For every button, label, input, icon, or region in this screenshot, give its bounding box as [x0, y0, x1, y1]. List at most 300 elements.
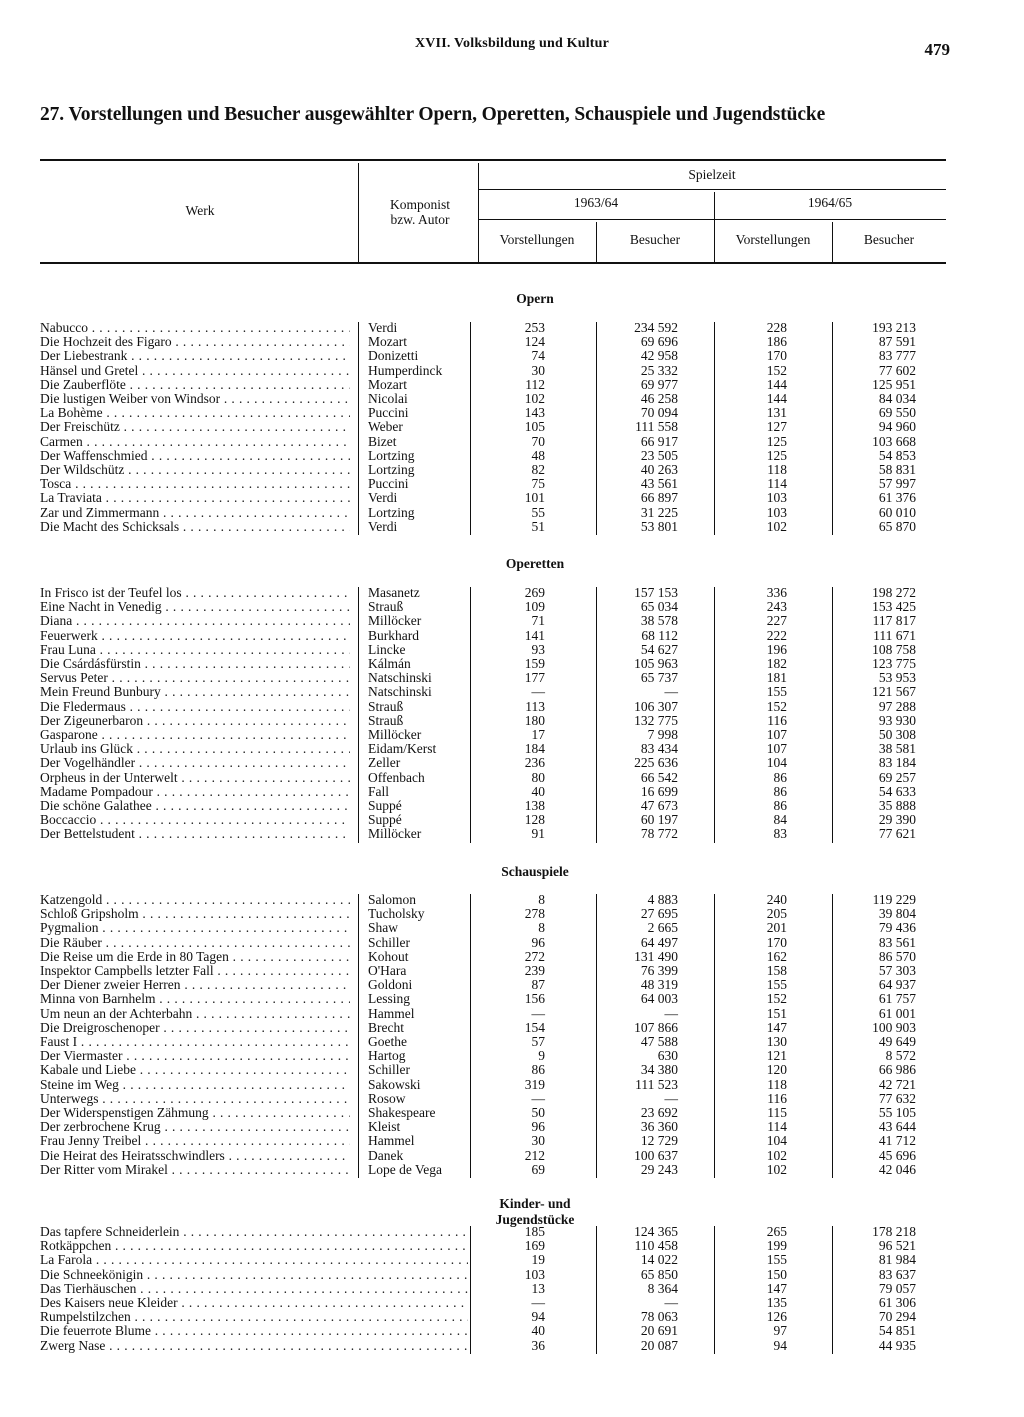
cell-werk: Carmen . . . [40, 435, 350, 449]
header-autor: bzw. Autor [390, 212, 450, 227]
cell-b2: 108 758 [872, 641, 916, 657]
cell-b1: 2 665 [647, 920, 678, 936]
cell-b1: 25 332 [640, 362, 678, 378]
table-row [0, 714, 1024, 728]
cell-komp: Mozart [368, 376, 407, 392]
header-komponist: Komponist [389, 197, 450, 212]
cell-v1: 74 [531, 348, 545, 364]
cell-werk: Faust I . . . [40, 1035, 350, 1049]
table-row [0, 742, 1024, 756]
cell-werk: La Bohème . . . [40, 406, 350, 420]
cell-b1: 20 691 [640, 1323, 678, 1339]
cell-komp: Hammel [368, 1133, 415, 1149]
cell-b1: 36 360 [640, 1119, 678, 1135]
cell-v2: 97 [773, 1323, 787, 1339]
cell-werk: Die Zauberflöte . . . [40, 378, 350, 392]
cell-komp: Strauß [368, 599, 404, 615]
cell-v2: 102 [766, 1147, 787, 1163]
table-row [0, 1007, 1024, 1021]
cell-komp: Millöcker [368, 826, 422, 842]
cell-b2: 64 937 [878, 977, 916, 993]
cell-v2: 205 [766, 906, 787, 922]
cell-v1: 180 [524, 712, 545, 728]
table-row [0, 629, 1024, 643]
cell-b2: 94 960 [878, 419, 916, 435]
cell-v2: 199 [766, 1238, 787, 1254]
cell-b2: 103 668 [872, 433, 916, 449]
section-title: Schauspiele [501, 864, 569, 879]
cell-v1: 212 [524, 1147, 545, 1163]
cell-komp: Millöcker [368, 613, 422, 629]
table-row [0, 936, 1024, 950]
section-title: Operetten [505, 556, 565, 571]
cell-werk: Steine im Weg . . . [40, 1078, 350, 1092]
header-spielzeit: Spielzeit [688, 167, 736, 182]
cell-v2: 116 [767, 712, 787, 728]
table-row [0, 813, 1024, 827]
cell-v2: 186 [766, 334, 787, 350]
cell-v1: 278 [524, 906, 545, 922]
table-row [0, 643, 1024, 657]
cell-komp: Kohout [368, 948, 409, 964]
cell-b2: 61 376 [878, 490, 916, 506]
cell-b2: 54 853 [878, 447, 916, 463]
cell-werk: Der Diener zweier Herren . . . [40, 978, 350, 992]
header-season-1964: 1964/65 [807, 195, 853, 210]
table-row [0, 1078, 1024, 1092]
cell-b2: 54 851 [878, 1323, 916, 1339]
cell-v2: 125 [766, 433, 787, 449]
cell-b1: 131 490 [634, 948, 678, 964]
table-row [0, 1063, 1024, 1077]
cell-b2: 77 632 [878, 1090, 916, 1106]
table-row [0, 1296, 1024, 1310]
cell-werk: Die Schneekönigin . . . [40, 1268, 468, 1282]
cell-v1: 48 [531, 447, 545, 463]
cell-b2: 53 953 [878, 670, 916, 686]
cell-v1: 109 [524, 599, 545, 615]
cell-werk: Die Reise um die Erde in 80 Tagen . . . [40, 950, 350, 964]
cell-werk: Schloß Gripsholm . . . [40, 907, 350, 921]
cell-komp: Sakowski [368, 1076, 421, 1092]
cell-b2: 50 308 [878, 727, 916, 742]
cell-b1: — [664, 1295, 678, 1310]
cell-werk: Die Hochzeit des Figaro . . . [40, 335, 350, 349]
cell-werk: Unterwegs . . . [40, 1092, 350, 1106]
cell-v2: 144 [766, 391, 787, 406]
cell-b2: 93 930 [878, 712, 916, 728]
cell-b1: 54 627 [640, 641, 678, 657]
cell-v2: 103 [766, 504, 787, 520]
table-row [0, 520, 1024, 534]
cell-b2: 69 257 [878, 769, 916, 785]
cell-b1: 53 801 [640, 518, 678, 534]
cell-werk: Inspektor Campbells letzter Fall . . . [40, 964, 350, 978]
cell-b1: 42 958 [640, 348, 678, 364]
table-row [0, 420, 1024, 434]
cell-komp: Lincke [368, 641, 406, 657]
cell-b2: 83 561 [878, 934, 916, 950]
cell-v1: 185 [524, 1224, 545, 1239]
table-row [0, 907, 1024, 921]
cell-komp: Schiller [368, 1062, 410, 1078]
cell-v2: 155 [766, 1252, 787, 1268]
cell-b2: 60 010 [878, 504, 916, 520]
cell-v2: 94 [773, 1337, 787, 1353]
cell-v2: 144 [766, 376, 787, 392]
cell-werk: Der Liebestrank . . . [40, 349, 350, 363]
cell-v2: 155 [766, 977, 787, 993]
cell-b2: 100 903 [872, 1019, 916, 1035]
cell-v2: 196 [766, 641, 787, 657]
table-row [0, 1149, 1024, 1163]
cell-b2: 70 294 [878, 1309, 916, 1325]
cell-b2: 61 001 [878, 1005, 916, 1021]
table-row [0, 1021, 1024, 1035]
cell-v2: 170 [766, 934, 787, 950]
cell-werk: Pygmalion . . . [40, 921, 350, 935]
table-row [0, 1049, 1024, 1063]
cell-komp: Kleist [368, 1119, 401, 1135]
cell-b1: 4 883 [647, 892, 678, 907]
cell-werk: Feuerwerk . . . [40, 629, 350, 643]
table-row [0, 1120, 1024, 1134]
cell-b1: 23 692 [640, 1105, 678, 1120]
table-row [0, 1253, 1024, 1267]
cell-b1: 66 917 [640, 433, 678, 449]
cell-werk: Der Bettelstudent . . . [40, 827, 350, 841]
cell-b1: 107 866 [634, 1019, 678, 1035]
cell-v2: 155 [766, 684, 787, 700]
cell-v1: 70 [531, 433, 545, 449]
cell-b1: 69 696 [640, 334, 678, 350]
cell-v1: 87 [531, 977, 545, 993]
cell-komp: Suppé [368, 798, 402, 813]
table-row [0, 321, 1024, 335]
cell-komp: Verdi [368, 320, 398, 335]
cell-komp: Natschinski [368, 684, 432, 700]
cell-v1: 19 [531, 1252, 545, 1268]
table-row [0, 950, 1024, 964]
cell-v1: 105 [524, 419, 545, 435]
cell-v1: 156 [524, 991, 545, 1007]
cell-komp: Eidam/Kerst [368, 741, 437, 757]
cell-v2: 118 [767, 462, 787, 477]
cell-b1: 111 558 [635, 419, 678, 435]
cell-komp: Puccini [368, 405, 409, 421]
cell-v2: 86 [773, 798, 787, 813]
cell-v2: 115 [767, 1105, 787, 1120]
cell-b2: 83 184 [878, 755, 916, 771]
cell-werk: Tosca . . . [40, 477, 350, 491]
table-row [0, 728, 1024, 742]
cell-b2: 29 390 [878, 812, 916, 828]
cell-v1: 50 [531, 1105, 545, 1120]
cell-komp: Goethe [368, 1034, 407, 1049]
cell-b1: 64 003 [640, 991, 678, 1007]
cell-b1: 43 561 [640, 476, 678, 492]
cell-b2: 86 570 [878, 948, 916, 964]
cell-v1: 102 [524, 391, 545, 406]
cell-b1: 66 542 [640, 769, 678, 785]
cell-b2: 198 272 [872, 585, 916, 600]
header-besucher-1: Besucher [629, 232, 681, 247]
table-row [0, 992, 1024, 1006]
cell-komp: Lortzing [368, 447, 415, 463]
table-row [0, 392, 1024, 406]
cell-b2: 79 436 [878, 920, 916, 936]
cell-v1: 40 [531, 783, 545, 799]
cell-komp: Goldoni [368, 977, 413, 993]
running-head: XVII. Volksbildung und Kultur [414, 36, 610, 51]
table-row [0, 406, 1024, 420]
cell-werk: Rumpelstilzchen . . . [40, 1310, 468, 1324]
table-row [0, 964, 1024, 978]
cell-v1: 239 [524, 963, 545, 978]
cell-werk: Kabale und Liebe . . . [40, 1063, 350, 1077]
cell-b1: 29 243 [640, 1161, 678, 1177]
cell-b1: 65 737 [640, 670, 678, 686]
cell-b2: 65 870 [878, 518, 916, 534]
cell-v1: 13 [531, 1280, 545, 1296]
cell-b1: 69 977 [640, 376, 678, 392]
cell-v2: 170 [766, 348, 787, 364]
cell-v1: 154 [524, 1019, 545, 1035]
cell-v2: 182 [766, 656, 787, 671]
cell-werk: Boccaccio . . . [40, 813, 350, 827]
cell-werk: Um neun an der Achterbahn . . . [40, 1007, 350, 1021]
cell-komp: Shakespeare [368, 1105, 436, 1120]
cell-v1: 101 [524, 490, 545, 506]
cell-komp: Schiller [368, 934, 410, 950]
cell-b2: 119 229 [872, 892, 916, 907]
cell-b2: 45 696 [878, 1147, 916, 1163]
cell-komp: Strauß [368, 698, 404, 714]
cell-v2: 222 [766, 627, 787, 643]
cell-b1: 132 775 [634, 712, 678, 728]
header-season-1963: 1963/64 [573, 195, 619, 210]
cell-v1: 272 [524, 948, 545, 964]
cell-b2: 69 550 [878, 405, 916, 421]
table-row [0, 1163, 1024, 1177]
cell-b2: 42 721 [878, 1076, 916, 1092]
table-row [0, 435, 1024, 449]
cell-werk: Die feuerrote Blume . . . [40, 1324, 468, 1338]
table-row [0, 349, 1024, 363]
table-row [0, 364, 1024, 378]
cell-b2: 43 644 [878, 1119, 916, 1135]
cell-komp: Masanetz [368, 585, 420, 600]
table-row [0, 491, 1024, 505]
cell-b2: 55 105 [878, 1105, 916, 1120]
table-row [0, 827, 1024, 841]
cell-b2: 77 621 [878, 826, 916, 842]
cell-v2: 152 [766, 362, 787, 378]
table-row [0, 463, 1024, 477]
cell-komp: Mozart [368, 334, 407, 350]
cell-werk: Die Fledermaus . . . [40, 700, 350, 714]
cell-werk: Das tapfere Schneiderlein . . . [40, 1225, 468, 1239]
cell-v2: 84 [773, 812, 787, 828]
cell-v2: 120 [766, 1062, 787, 1078]
cell-komp: Lope de Vega [368, 1161, 442, 1177]
table-row [0, 449, 1024, 463]
cell-v2: 150 [766, 1266, 787, 1282]
cell-werk: Die lustigen Weiber von Windsor . . . [40, 392, 350, 406]
cell-b1: 8 364 [647, 1280, 678, 1296]
cell-werk: Mein Freund Bunbury . . . [40, 685, 350, 699]
cell-b2: 83 637 [878, 1266, 916, 1282]
cell-v1: 75 [531, 476, 545, 492]
cell-komp: Humperdinck [368, 362, 443, 378]
cell-werk: Orpheus in der Unterwelt . . . [40, 771, 350, 785]
cell-v2: 181 [766, 670, 787, 686]
cell-v2: 336 [766, 585, 787, 600]
cell-v1: 94 [531, 1309, 545, 1325]
cell-werk: In Frisco ist der Teufel los . . . [40, 586, 350, 600]
cell-v1: 86 [531, 1062, 545, 1078]
cell-werk: Nabucco . . . [40, 321, 350, 335]
cell-v1: 184 [524, 741, 545, 757]
cell-komp: Nicolai [368, 391, 408, 406]
table-row [0, 477, 1024, 491]
cell-werk: Servus Peter . . . [40, 671, 350, 685]
cell-v1: 71 [531, 613, 545, 629]
cell-komp: Tucholsky [368, 906, 425, 922]
page-number: 479 [924, 40, 950, 59]
cell-v1: 9 [538, 1048, 545, 1064]
cell-komp: Kálmán [368, 656, 411, 671]
cell-v2: 127 [766, 419, 787, 435]
cell-b1: — [664, 684, 678, 700]
cell-b1: 225 636 [634, 755, 678, 771]
cell-komp: Brecht [368, 1019, 404, 1035]
cell-b2: 42 046 [878, 1161, 916, 1177]
cell-b1: 14 022 [640, 1252, 678, 1268]
cell-werk: Madame Pompadour . . . [40, 785, 350, 799]
cell-v1: 103 [524, 1266, 545, 1282]
cell-werk: Diana . . . [40, 614, 350, 628]
cell-b1: 105 963 [634, 656, 678, 671]
header-bottom-rule [40, 262, 946, 264]
cell-v1: 113 [525, 698, 545, 714]
cell-b1: 20 087 [640, 1337, 678, 1353]
cell-v1: 69 [531, 1161, 545, 1177]
cell-werk: Gasparone . . . [40, 728, 350, 742]
cell-v1: — [531, 1295, 545, 1310]
cell-b1: 48 319 [640, 977, 678, 993]
cell-b2: 87 591 [878, 334, 916, 350]
cell-v1: 40 [531, 1323, 545, 1339]
cell-werk: Der Freischütz . . . [40, 420, 350, 434]
cell-v1: 91 [531, 826, 545, 842]
table-row [0, 335, 1024, 349]
cell-komp: Lessing [368, 991, 410, 1007]
cell-v1: 96 [531, 1119, 545, 1135]
table-row [0, 586, 1024, 600]
cell-b1: 12 729 [640, 1133, 678, 1149]
cell-v1: — [531, 1005, 545, 1021]
cell-b2: 39 804 [878, 906, 916, 922]
cell-v2: 83 [773, 826, 787, 842]
cell-komp: Hammel [368, 1005, 415, 1021]
cell-b1: 38 578 [640, 613, 678, 629]
cell-b1: 64 497 [640, 934, 678, 950]
cell-v1: 269 [524, 585, 545, 600]
cell-v1: 30 [531, 1133, 545, 1149]
table-row [0, 1339, 1024, 1353]
cell-werk: Das Tierhäuschen . . . [40, 1282, 468, 1296]
cell-v1: 30 [531, 362, 545, 378]
cell-v2: 114 [767, 1119, 787, 1135]
cell-werk: Die Räuber . . . [40, 936, 350, 950]
cell-v2: 227 [766, 613, 787, 629]
cell-werk: Der Zigeunerbaron . . . [40, 714, 350, 728]
cell-v2: 107 [766, 727, 787, 742]
cell-b2: 61 757 [878, 991, 916, 1007]
cell-v2: 104 [766, 755, 787, 771]
table-row [0, 600, 1024, 614]
cell-komp: Salomon [368, 892, 417, 907]
cell-komp: Lortzing [368, 504, 415, 520]
cell-b1: 78 063 [640, 1309, 678, 1325]
cell-v1: 319 [524, 1076, 545, 1092]
cell-b1: 65 850 [640, 1266, 678, 1282]
cell-v2: 151 [766, 1005, 787, 1021]
cell-b1: 46 258 [640, 391, 678, 406]
cell-b1: 23 505 [640, 447, 678, 463]
table-row [0, 1134, 1024, 1148]
table-row [0, 799, 1024, 813]
cell-b2: 8 572 [885, 1048, 916, 1064]
cell-b2: 83 777 [878, 348, 916, 364]
cell-v2: 126 [766, 1309, 787, 1325]
cell-b1: 83 434 [640, 741, 678, 757]
header-werk: Werk [185, 203, 215, 218]
cell-v1: 55 [531, 504, 545, 520]
cell-b1: 34 380 [640, 1062, 678, 1078]
cell-werk: Die Macht des Schicksals . . . [40, 520, 350, 534]
table-row [0, 700, 1024, 714]
cell-v2: 125 [766, 447, 787, 463]
cell-werk: Der Ritter vom Mirakel . . . [40, 1163, 350, 1177]
cell-v2: 158 [766, 963, 787, 978]
cell-v2: 131 [766, 405, 787, 421]
table-title: 27. Vorstellungen und Besucher ausgewählter Opern, Operetten, Schauspiele und Jugendstücke [40, 104, 826, 125]
table-row [0, 1106, 1024, 1120]
cell-v2: 130 [766, 1034, 787, 1049]
cell-b2: 35 888 [878, 798, 916, 813]
cell-b2: 153 425 [872, 599, 916, 615]
cell-b2: 49 649 [878, 1034, 916, 1049]
cell-werk: Der Widerspenstigen Zähmung . . . [40, 1106, 350, 1120]
cell-v1: 169 [524, 1238, 545, 1254]
table-row [0, 657, 1024, 671]
table-top-rule [40, 159, 946, 161]
table-row [0, 1268, 1024, 1282]
cell-b1: 47 588 [640, 1034, 678, 1049]
cell-v1: 82 [531, 462, 545, 477]
cell-b1: 65 034 [640, 599, 678, 615]
cell-komp: Burkhard [368, 627, 419, 643]
cell-v2: 86 [773, 769, 787, 785]
cell-b2: 117 817 [872, 613, 916, 629]
cell-b1: 106 307 [634, 698, 678, 714]
cell-komp: Lortzing [368, 462, 415, 477]
cell-v1: 96 [531, 934, 545, 950]
cell-werk: La Farola . . . [40, 1253, 468, 1267]
header-besucher-2: Besucher [863, 232, 915, 247]
